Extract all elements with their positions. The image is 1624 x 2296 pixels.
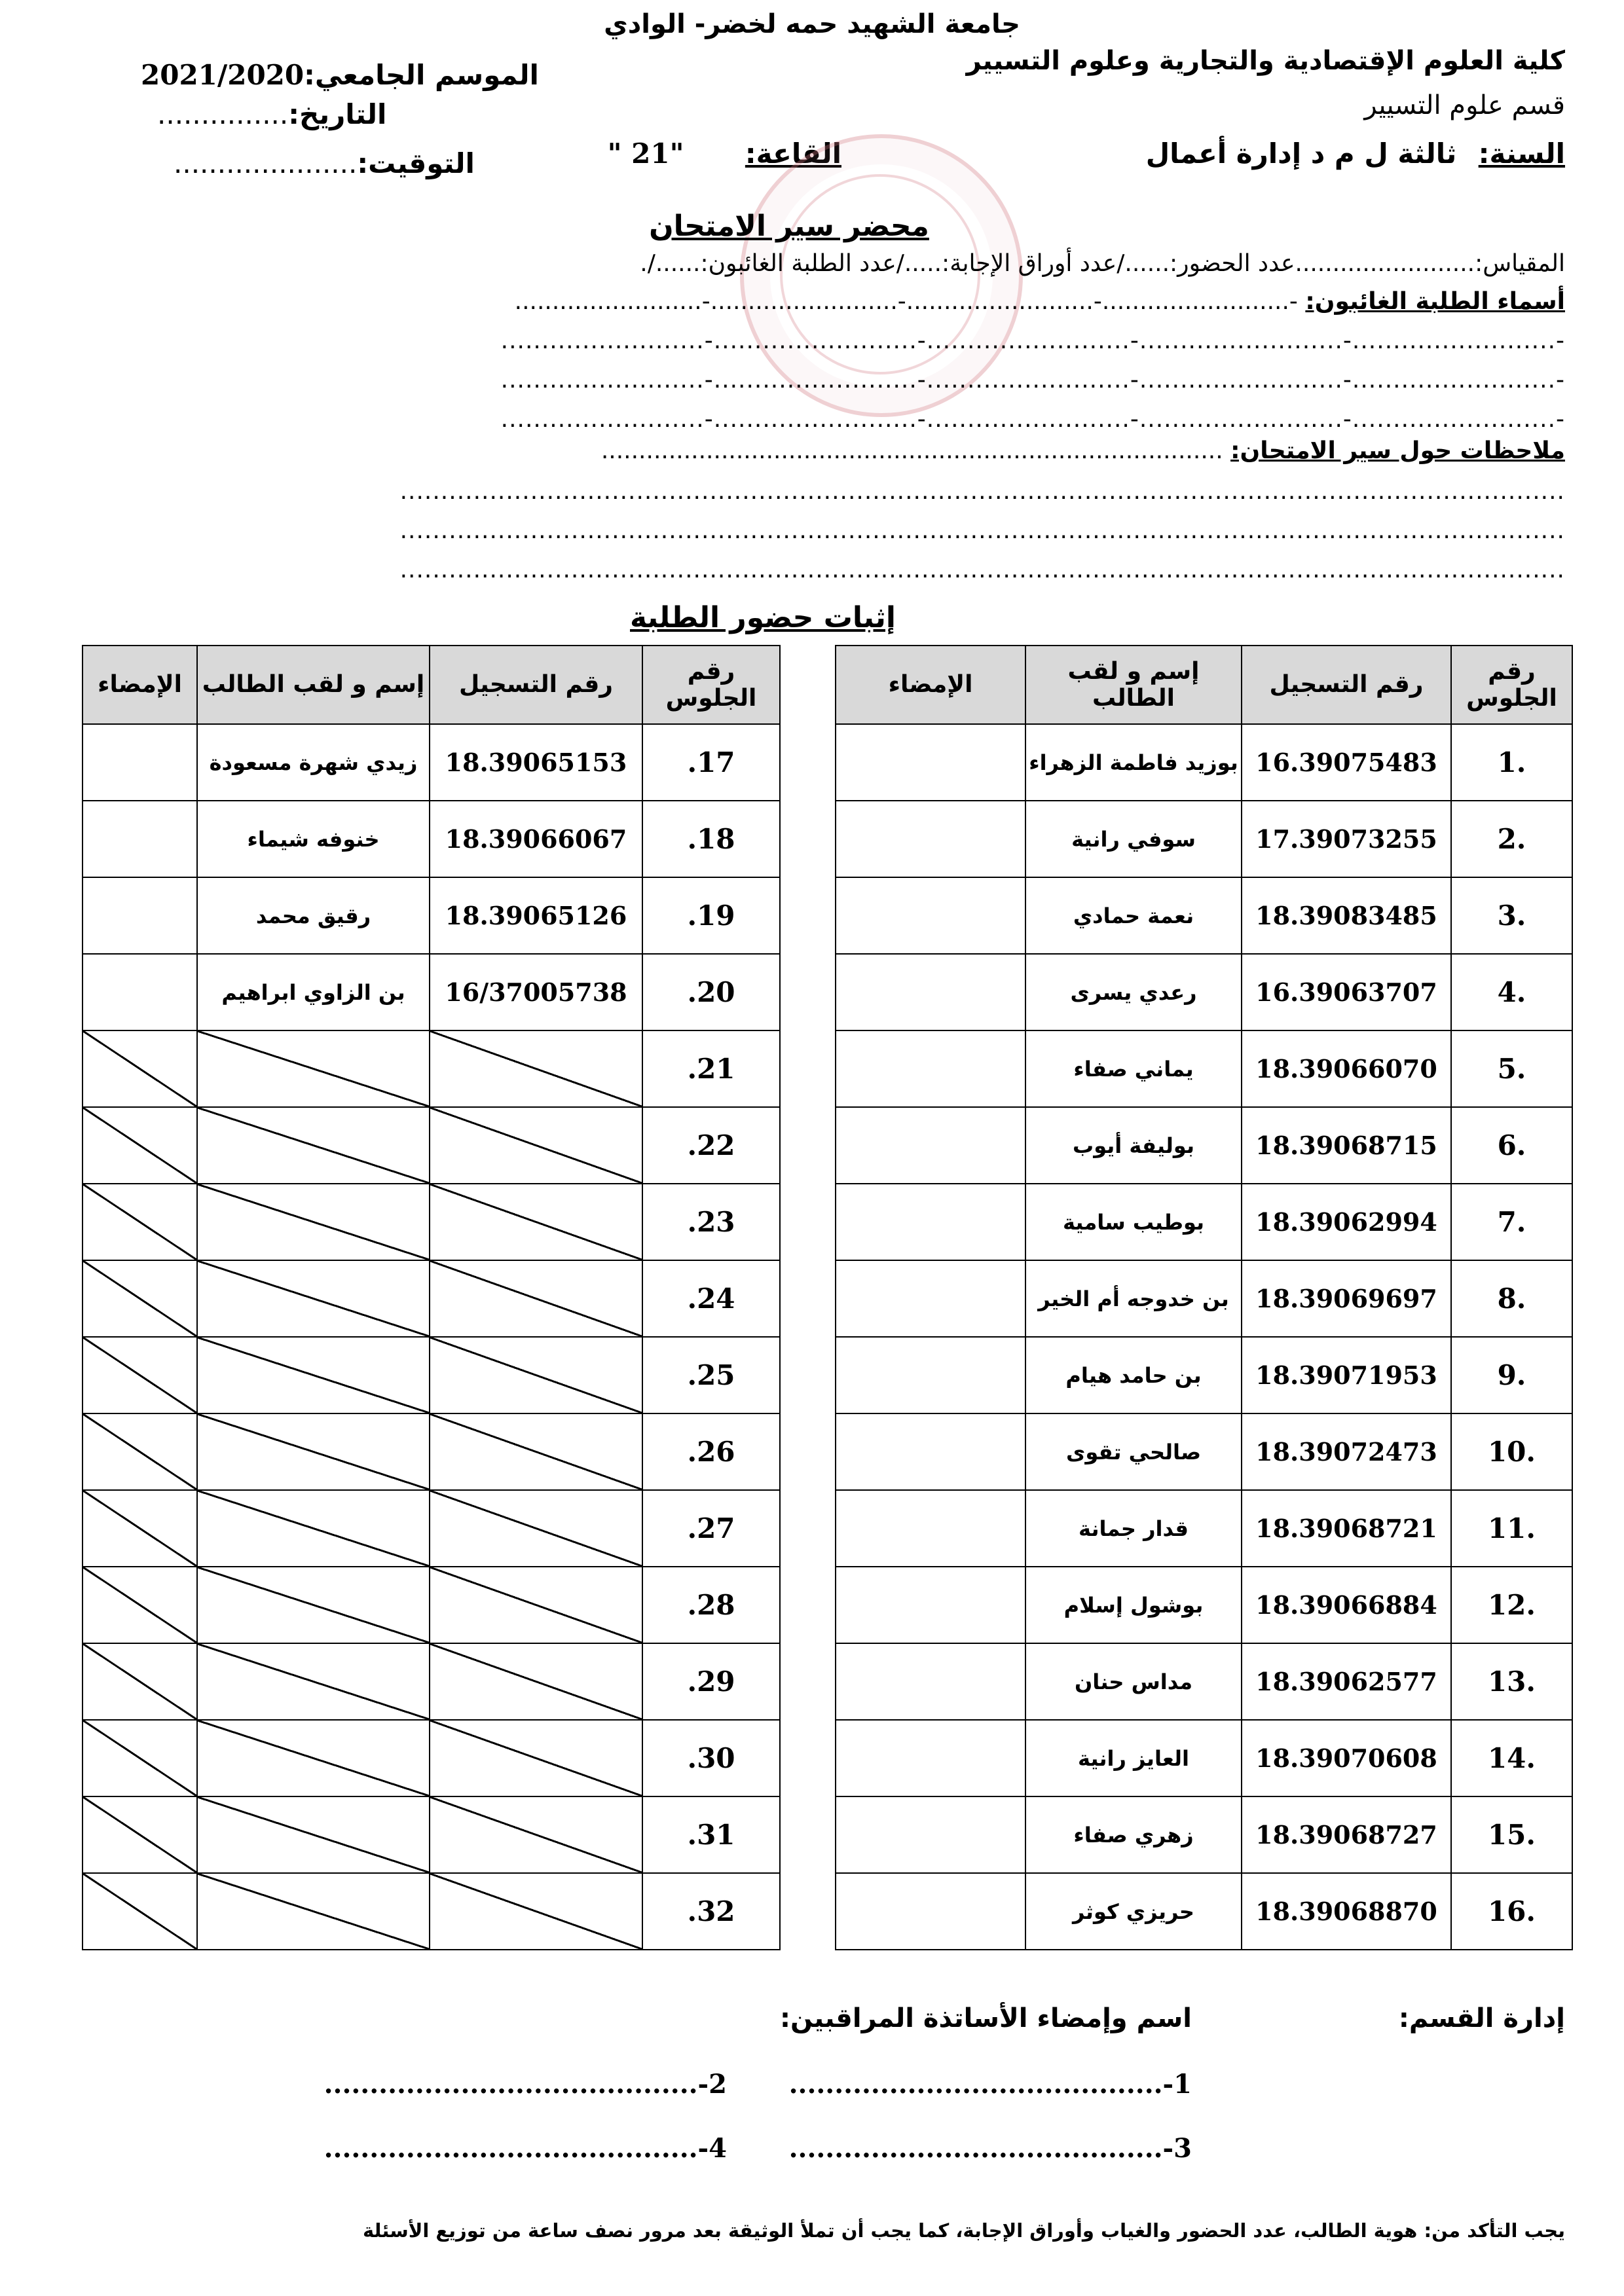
seat-number: .21 [642, 1030, 780, 1107]
table-row [836, 1337, 1572, 1413]
signature-cell[interactable] [836, 1873, 1025, 1950]
form-line-1: المقياس:........................عدد الحضور:....../عدد أوراق الإجابة:...../عدد الطلبة الغائبون:....../. [640, 250, 1565, 277]
signature-cell[interactable] [83, 1490, 197, 1567]
signature-cell[interactable] [83, 801, 197, 877]
seat-number: .30 [642, 1720, 780, 1796]
season-label: الموسم الجامعي: [304, 59, 539, 91]
season-value: 2021/2020 [141, 59, 304, 91]
table-row [83, 1873, 780, 1950]
signature-cell[interactable] [83, 1030, 197, 1107]
student-name: رقيق محمد [197, 877, 430, 954]
seat-number: 16. [1451, 1873, 1572, 1950]
signature-cell[interactable] [83, 1643, 197, 1720]
signature-cell[interactable] [836, 801, 1025, 877]
signature-cell[interactable] [83, 1873, 197, 1950]
student-name: نعمة حمادي [1025, 877, 1242, 954]
report-title: محضر سير الامتحان [649, 210, 929, 243]
signature-cell[interactable] [836, 877, 1025, 954]
year-label: السنة: [1478, 137, 1565, 170]
registration-number [430, 1490, 642, 1567]
header-seat: رقم الجلوس [1451, 646, 1572, 724]
signature-cell[interactable] [836, 1413, 1025, 1490]
table-row [83, 1720, 780, 1796]
absent-dots: -.........................-.........................-.........................-......................... [514, 288, 1298, 315]
seat-number: 3. [1451, 877, 1572, 954]
signature-cell[interactable] [83, 1796, 197, 1873]
header-seat: رقم الجلوس [642, 646, 780, 724]
student-name [197, 1413, 430, 1490]
registration-number: 16.39075483 [1242, 724, 1451, 801]
seat-number: 5. [1451, 1030, 1572, 1107]
table-row [836, 1260, 1572, 1337]
registration-number [430, 1720, 642, 1796]
table-row [83, 877, 780, 954]
university-title: جامعة الشهيد حمه لخضر- الوادي [604, 9, 1020, 39]
student-name: العايز رانية [1025, 1720, 1242, 1796]
student-name: حريزي كوثر [1025, 1873, 1242, 1950]
notes-dots: ................................................................................... [600, 437, 1223, 464]
seat-number: .19 [642, 877, 780, 954]
registration-number [430, 1567, 642, 1643]
room-label: القاعة: [745, 137, 841, 170]
season-row [141, 59, 539, 91]
header-reg: رقم التسجيل [1242, 646, 1451, 724]
table-row [83, 1107, 780, 1184]
signature-cell[interactable] [83, 1184, 197, 1260]
seat-number: 8. [1451, 1260, 1572, 1337]
registration-number [430, 1796, 642, 1873]
signature-cell[interactable] [836, 1643, 1025, 1720]
registration-number: 18.39068870 [1242, 1873, 1451, 1950]
registration-number: 18.39066884 [1242, 1567, 1451, 1643]
signature-cell[interactable] [83, 1567, 197, 1643]
student-name: بوليفة أيوب [1025, 1107, 1242, 1184]
signature-cell[interactable] [836, 1567, 1025, 1643]
year-row [1146, 137, 1565, 170]
registration-number: 16/37005738 [430, 954, 642, 1030]
registration-number [430, 1030, 642, 1107]
seat-number: .23 [642, 1184, 780, 1260]
time-dots: ..................... [174, 147, 358, 179]
seat-number: .28 [642, 1567, 780, 1643]
table-row [83, 724, 780, 801]
signature-cell[interactable] [83, 877, 197, 954]
dept-admin-label: إدارة القسم: [1398, 2003, 1565, 2033]
student-name: بوشول إسلام [1025, 1567, 1242, 1643]
date-dots: ............... [157, 98, 289, 130]
student-name: قدار جمانة [1025, 1490, 1242, 1567]
seat-number: .32 [642, 1873, 780, 1950]
table-row [83, 954, 780, 1030]
seat-number: 14. [1451, 1720, 1572, 1796]
student-name: زهري صفاء [1025, 1796, 1242, 1873]
time-row [174, 147, 475, 179]
student-name [197, 1567, 430, 1643]
table-row [83, 1337, 780, 1413]
signature-cell[interactable] [836, 1030, 1025, 1107]
header-name: إسم و لقب الطالب [197, 646, 430, 724]
proctor-3: 3-......................................... [788, 2133, 1192, 2164]
registration-number: 18.39065126 [430, 877, 642, 954]
registration-number [430, 1643, 642, 1720]
registration-number: 18.39066070 [1242, 1030, 1451, 1107]
seat-number: 11. [1451, 1490, 1572, 1567]
student-name: رعدي يسرى [1025, 954, 1242, 1030]
header-sign: الإمضاء [836, 646, 1025, 724]
signature-cell[interactable] [83, 1107, 197, 1184]
proctors-label: اسم وإمضاء الأساتذة المراقبين: [780, 2003, 1192, 2033]
seat-number: 2. [1451, 801, 1572, 877]
signature-cell[interactable] [836, 1260, 1025, 1337]
date-label: التاريخ: [288, 98, 387, 130]
attendance-table-left [82, 645, 781, 1950]
table-row [83, 1796, 780, 1873]
student-name: بن الزاوي ابراهيم [197, 954, 430, 1030]
signature-cell[interactable] [83, 954, 197, 1030]
student-name: خنوفه شيماء [197, 801, 430, 877]
table-row [83, 1260, 780, 1337]
registration-number: 18.39083485 [1242, 877, 1451, 954]
signature-cell[interactable] [83, 1337, 197, 1413]
table-row [836, 1720, 1572, 1796]
registration-number [430, 1413, 642, 1490]
seat-number: .20 [642, 954, 780, 1030]
proctor-1: 1-......................................... [788, 2069, 1192, 2100]
student-name [197, 1720, 430, 1796]
signature-cell[interactable] [836, 724, 1025, 801]
table-row [836, 1643, 1572, 1720]
registration-number: 18.39062577 [1242, 1643, 1451, 1720]
registration-number: 17.39073255 [1242, 801, 1451, 877]
table-row [83, 801, 780, 877]
date-row [157, 98, 386, 130]
seat-number: 9. [1451, 1337, 1572, 1413]
registration-number: 18.39069697 [1242, 1260, 1451, 1337]
seat-number: .18 [642, 801, 780, 877]
signature-cell[interactable] [836, 954, 1025, 1030]
table-row [83, 1030, 780, 1107]
student-name: سوفي رانية [1025, 801, 1242, 877]
table-row [836, 1030, 1572, 1107]
registration-number: 18.39065153 [430, 724, 642, 801]
absent-row-4: -.........................-.........................-.........................-.........................-......................... [500, 406, 1565, 433]
notes-row-2: ............................................................................................................................................... [399, 478, 1565, 505]
table-row [836, 724, 1572, 801]
student-name [197, 1490, 430, 1567]
seat-number: .26 [642, 1413, 780, 1490]
registration-number [430, 1337, 642, 1413]
student-name: بوطيب سامية [1025, 1184, 1242, 1260]
table-row [83, 1643, 780, 1720]
proctor-2: 2-......................................... [323, 2069, 727, 2100]
header-sign: الإمضاء [83, 646, 197, 724]
footer-note: يجب التأكد من: هوية الطالب، عدد الحضور والغياب وأوراق الإجابة، كما يجب أن تملأ الوثيقة بعد مرور نصف ساعة من توزيع الأسئلة [362, 2219, 1565, 2242]
table-row [836, 1796, 1572, 1873]
seat-number: .24 [642, 1260, 780, 1337]
seat-number: 10. [1451, 1413, 1572, 1490]
student-name: بوزيد فاطمة الزهراء [1025, 724, 1242, 801]
signature-cell[interactable] [83, 1260, 197, 1337]
student-name: مداس حنان [1025, 1643, 1242, 1720]
attendance-table-right [835, 645, 1573, 1950]
notes-row-4: ............................................................................................................................................... [399, 556, 1565, 583]
signature-cell[interactable] [83, 1413, 197, 1490]
absent-label: أسماء الطلبة الغائبون: [1305, 288, 1565, 315]
registration-number: 16.39063707 [1242, 954, 1451, 1030]
time-label: التوقيت: [357, 147, 475, 179]
notes-row-3: ............................................................................................................................................... [399, 517, 1565, 544]
signature-cell[interactable] [83, 724, 197, 801]
student-name: بن خدوجه أم الخير [1025, 1260, 1242, 1337]
registration-number: 18.39068721 [1242, 1490, 1451, 1567]
student-name [197, 1796, 430, 1873]
table-row [836, 801, 1572, 877]
registration-number: 18.39066067 [430, 801, 642, 877]
proctor-4: 4-......................................... [323, 2133, 727, 2164]
signature-cell[interactable] [83, 1720, 197, 1796]
table-row [836, 1413, 1572, 1490]
table-row [83, 1413, 780, 1490]
notes-row-1 [601, 437, 1565, 464]
student-name [197, 1873, 430, 1950]
seat-number: 7. [1451, 1184, 1572, 1260]
table-row [836, 1490, 1572, 1567]
seat-number: .27 [642, 1490, 780, 1567]
table-row [836, 1567, 1572, 1643]
header-reg: رقم التسجيل [430, 646, 642, 724]
student-name [197, 1030, 430, 1107]
table-row [836, 877, 1572, 954]
seat-number: 6. [1451, 1107, 1572, 1184]
seat-number: 13. [1451, 1643, 1572, 1720]
seat-number: .17 [642, 724, 780, 801]
registration-number [430, 1260, 642, 1337]
student-name [197, 1260, 430, 1337]
registration-number: 18.39072473 [1242, 1413, 1451, 1490]
student-name [197, 1184, 430, 1260]
registration-number: 18.39068715 [1242, 1107, 1451, 1184]
department-name: قسم علوم التسيير [1364, 90, 1565, 120]
absent-row-3: -.........................-.........................-.........................-.........................-......................... [500, 367, 1565, 393]
seat-number: 4. [1451, 954, 1572, 1030]
seat-number: .22 [642, 1107, 780, 1184]
registration-number: 18.39070608 [1242, 1720, 1451, 1796]
year-value: ثالثة ل م د إدارة أعمال [1145, 137, 1457, 170]
seat-number: 12. [1451, 1567, 1572, 1643]
registration-number: 18.39068727 [1242, 1796, 1451, 1873]
attendance-title: إثبات حضور الطلبة [630, 601, 896, 634]
faculty-name: كلية العلوم الإقتصادية والتجارية وعلوم التسيير [966, 46, 1565, 76]
table-row [836, 1184, 1572, 1260]
seat-number: .31 [642, 1796, 780, 1873]
registration-number: 18.39062994 [1242, 1184, 1451, 1260]
table-row [836, 1107, 1572, 1184]
absent-row-1 [515, 288, 1565, 315]
registration-number: 18.39071953 [1242, 1337, 1451, 1413]
table-row [83, 1490, 780, 1567]
room-value: "21 " [607, 137, 684, 170]
signature-cell[interactable] [836, 1796, 1025, 1873]
seat-number: .25 [642, 1337, 780, 1413]
registration-number [430, 1107, 642, 1184]
signature-cell[interactable] [836, 1107, 1025, 1184]
student-name: زيدي شهرة مسعودة [197, 724, 430, 801]
student-name: بن حامد هيام [1025, 1337, 1242, 1413]
absent-row-2: -.........................-.........................-.........................-.........................-......................... [500, 327, 1565, 354]
table-row [836, 1873, 1572, 1950]
student-name [197, 1337, 430, 1413]
student-name: يماني صفاء [1025, 1030, 1242, 1107]
student-name [197, 1643, 430, 1720]
seat-number: 1. [1451, 724, 1572, 801]
signature-cell[interactable] [836, 1337, 1025, 1413]
notes-label: ملاحظات حول سير الامتحان: [1230, 437, 1565, 464]
student-name [197, 1107, 430, 1184]
registration-number [430, 1873, 642, 1950]
header-name: إسم و لقب الطالب [1025, 646, 1242, 724]
table-row [83, 1567, 780, 1643]
signature-cell[interactable] [836, 1184, 1025, 1260]
registration-number [430, 1184, 642, 1260]
signature-cell[interactable] [836, 1490, 1025, 1567]
signature-cell[interactable] [836, 1720, 1025, 1796]
seat-number: 15. [1451, 1796, 1572, 1873]
table-row [836, 954, 1572, 1030]
seat-number: .29 [642, 1643, 780, 1720]
student-name: صالحي تقوى [1025, 1413, 1242, 1490]
table-row [83, 1184, 780, 1260]
